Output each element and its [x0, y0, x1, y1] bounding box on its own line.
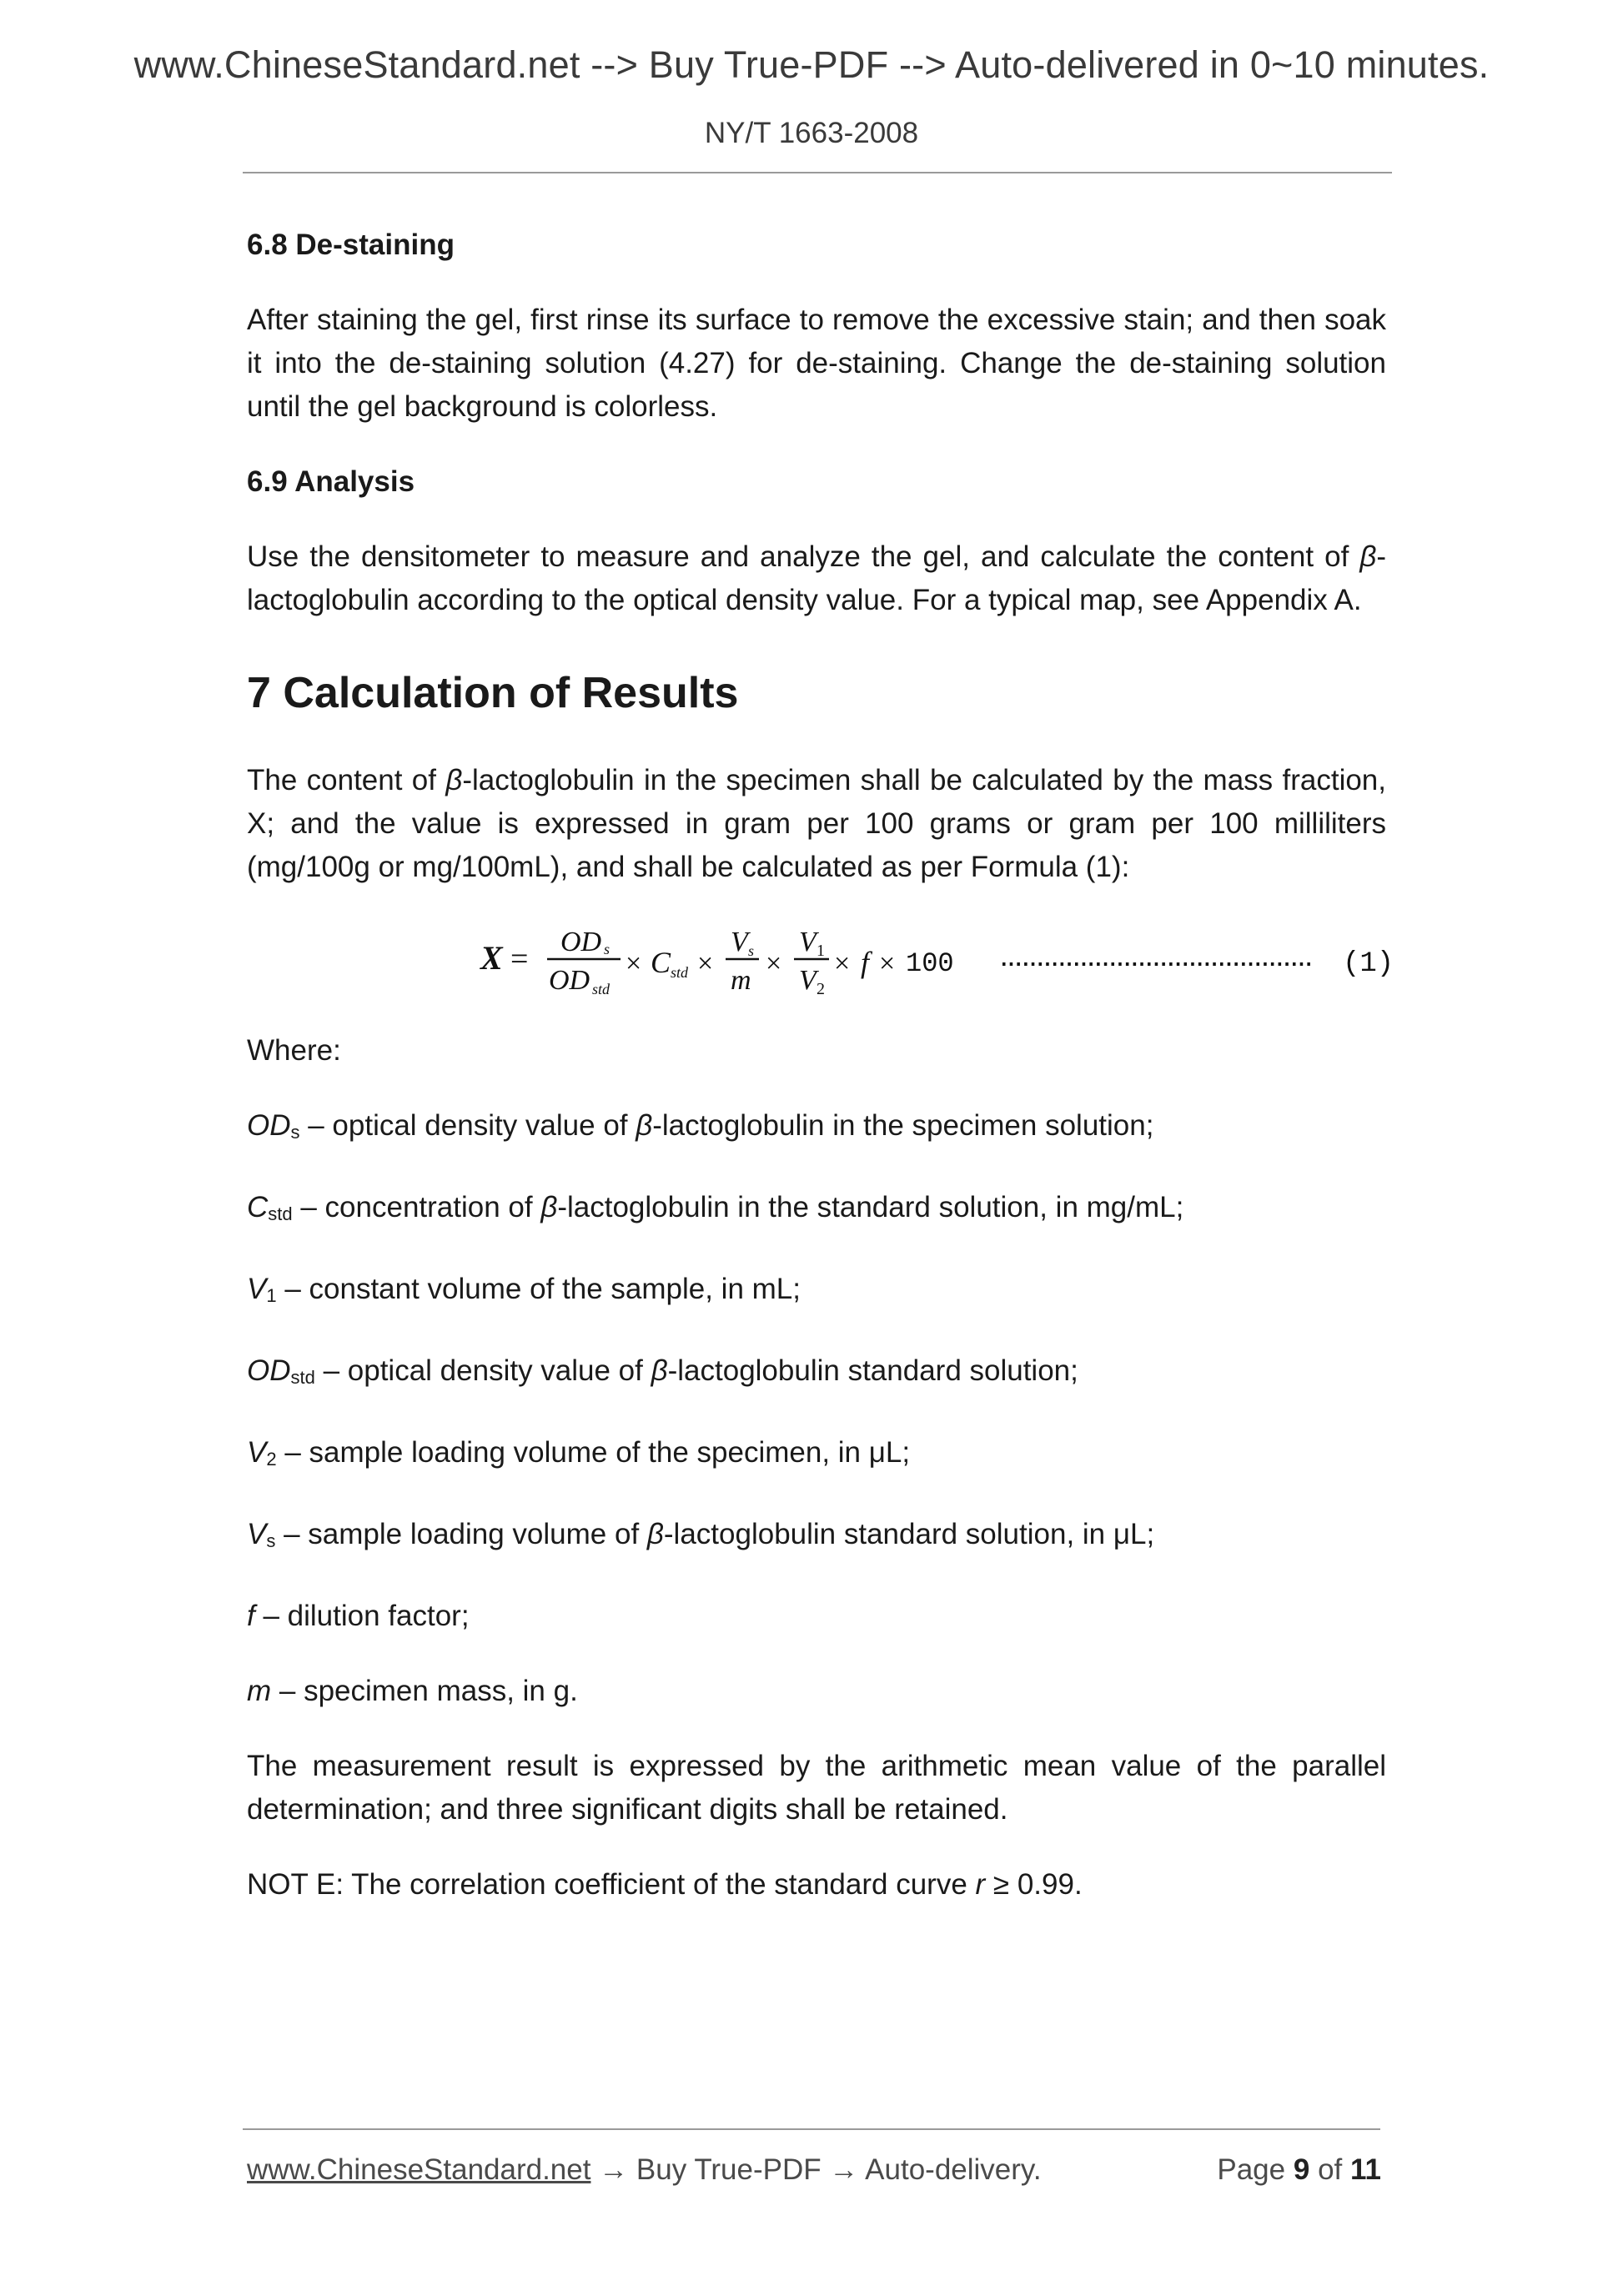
svg-text:×: ×	[697, 948, 714, 979]
footer-divider	[243, 2128, 1380, 2130]
document-body	[247, 224, 1394, 1907]
svg-text:std: std	[592, 981, 611, 997]
page-footer	[247, 2153, 1381, 2187]
svg-text:OD: OD	[560, 927, 602, 957]
svg-text:s: s	[604, 941, 611, 957]
variable-definition: $V_2$ – sample loading volume of the specimen, in μL;	[247, 1436, 911, 1470]
calculation-intro-paragraph: The content of β-lactoglobulin in the specimen shall be calculated by the mass fraction, X; and the value is expressed in gram per 100 grams or gram per 100 milliliters (mg/100g or mg/100mL), and shall be calculated as per Formula (1):	[247, 764, 1386, 883]
section-heading-calculation: 7 Calculation of Results	[247, 669, 739, 717]
current-page: 9	[1293, 2153, 1310, 2186]
header-divider	[243, 172, 1392, 173]
svg-text:V: V	[799, 927, 817, 957]
variable-definition: $OD_s$ – optical density value of β-lactoglobulin in the specimen solution;	[247, 1109, 1154, 1143]
svg-text:1: 1	[817, 942, 825, 960]
svg-text:OD: OD	[549, 965, 590, 996]
variable-list	[247, 1073, 1386, 1713]
svg-text:V: V	[731, 927, 748, 957]
svg-text:f: f	[861, 946, 870, 979]
standard-code: NY/T 1663-2008	[704, 117, 919, 149]
total-pages: 11	[1350, 2153, 1381, 2186]
svg-text:=: =	[510, 942, 529, 977]
where-label: Where:	[247, 1034, 341, 1067]
variable-definition: $V_s$ – sample loading volume of β-lactoglobulin standard solution, in μL;	[247, 1518, 1155, 1551]
formula-factor: 100	[906, 948, 954, 979]
svg-text:×: ×	[766, 948, 782, 979]
svg-text:s: s	[748, 942, 755, 959]
footer-tagline: → Buy True-PDF → Auto-delivery.	[590, 2153, 1042, 2186]
variable-definition: $C_{std}$ – concentration of β-lactoglobulin in the standard solution, in mg/mL;	[247, 1191, 1184, 1224]
svg-text:2: 2	[817, 980, 825, 998]
page-indicator: Page 9 of 11	[1217, 2153, 1381, 2186]
variable-definition: $V_1$ – constant volume of the sample, in mL;	[247, 1273, 801, 1306]
result-paragraph: The measurement result is expressed by the arithmetic mean value of the parallel determination; and three significant digits shall be retained.	[247, 1750, 1386, 1826]
variable-definition: $OD_{std}$ – optical density value of β-lactoglobulin standard solution;	[247, 1354, 1078, 1388]
svg-text:X: X	[480, 939, 503, 977]
destaining-paragraph: After staining the gel, first rinse its surface to remove the excessive stain; and then soak it into the de-staining solution (4.27) for de-staining. Change the de-staining solution until the gel background is colorless.	[247, 304, 1386, 423]
svg-text:×: ×	[834, 948, 851, 979]
footer-site-link[interactable]: www.ChineseStandard.net	[247, 2153, 591, 2186]
variable-definition: m – specimen mass, in g.	[247, 1675, 578, 1707]
section-heading-analysis: 6.9 Analysis	[247, 465, 415, 498]
top-banner: www.ChineseStandard.net --> Buy True-PDF --> Auto-delivered in 0~10 minutes.	[133, 43, 1490, 86]
formula-1	[247, 912, 1394, 1004]
section-heading-destaining: 6.8 De-staining	[247, 229, 455, 261]
formula-number: (1)	[1343, 948, 1394, 980]
note-paragraph: NOT E: The correlation coefficient of the standard curve r ≥ 0.99.	[247, 1868, 1083, 1901]
svg-text:V: V	[799, 965, 817, 996]
analysis-paragraph: Use the densitometer to measure and analyze the gel, and calculate the content of β-lactoglobulin according to the optical density value. For a typical map, see Appendix A.	[247, 540, 1386, 616]
svg-text:×: ×	[626, 948, 642, 979]
svg-text:×: ×	[879, 948, 896, 979]
svg-text:m: m	[731, 965, 751, 996]
variable-definition: f – dilution factor;	[247, 1600, 470, 1632]
svg-text:C: C	[651, 946, 671, 979]
svg-text:std: std	[671, 964, 689, 981]
